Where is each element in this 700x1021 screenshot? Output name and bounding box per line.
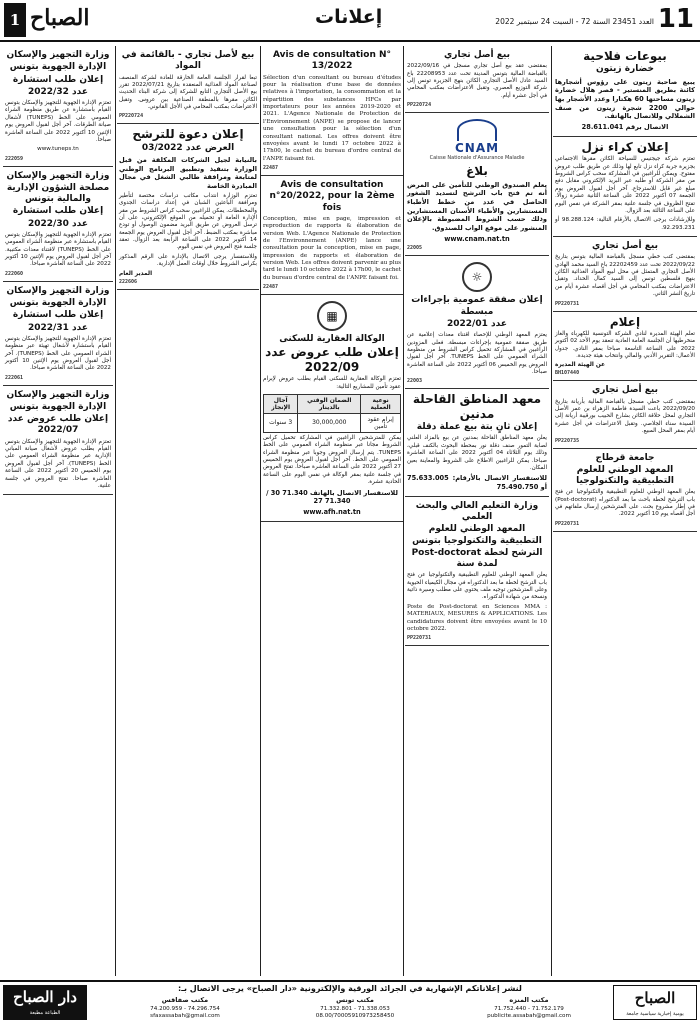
ad-number: عدد 2022/30 bbox=[28, 218, 88, 229]
ad-hotel-rental bbox=[553, 137, 697, 237]
office-sfax bbox=[110, 996, 260, 1021]
ad-body: يعلن معهد المناطق القاحلة بمدنين عن بيع بالمزاد العلني لصابة التمور صنف دقلة نور بمحطة البحوث بالكنف قبلي، وذلك يوم الثلاثاء 04 أكتوبر 2022 على الساعة العاشرة صباحا. يمكن للراغبين الاطلاع على الشروط والمعاينة بعين المكان. bbox=[407, 435, 547, 471]
dar-assabah-logo-text: دار الصباح bbox=[13, 988, 77, 1006]
ad-body: Conception, mise en page, impression et reproduction de rapports & élaboration de version Web. L'Agence Nationale de Protection de l'Environnement (ANPE) lance une consultation pour la conception, mise en page, impression de rapports et élaboration de version Web. Les offres doivent parvenir au plus tard le lundi 10 octobre 2022 à 17h00, le cachet du bureau d'ordre central de l'ANPE faisant foi. bbox=[263, 215, 401, 281]
ad-reference: BH107440 bbox=[555, 370, 580, 377]
ad-reference: PP220731 bbox=[555, 520, 580, 527]
ad-number: عدد 2022/31 bbox=[28, 322, 88, 333]
office-phones: 74.296.754 - 74.200.959 bbox=[150, 1005, 220, 1012]
table-header-cell: نوعية العملية bbox=[361, 394, 401, 413]
ad-title: وزارة التجهيز والإسكان bbox=[6, 50, 110, 60]
ad-intro: تعتزم الوكالة العقارية للسكنى القيام بطلب عروض لإبرام عقود تأمين للمشاريع التالية: bbox=[263, 376, 401, 390]
ad-body: تعتزم الإدارة الجهوية للتجهيز والإسكان بتونس القيام باستشارة لأشغال تهيئة عبر منظومة الشراء العمومي على الخط (TUNEPS). آخر أجل لقبول العروض يوم الإثنين 10 أكتوبر 2022 على الساعة العاشرة صباحا. bbox=[5, 335, 111, 372]
ad-body: بمقتضى عقد بيع أصل تجاري مسجل في 2022/09/16 بالقباضة المالية بتونس المدينة تحت عدد 22208953 باع السيد عادل الأصل التجاري الكائن بنهج الجزيرة تونس إلى شركة التوزيع العصري. وتقبل الاعتراضات بمكتب المحامي في أجل عشرة أيام. bbox=[407, 63, 547, 99]
column-rule bbox=[403, 46, 404, 976]
ad-subtitle: خضارة زيتون bbox=[596, 64, 654, 75]
ad-business-sale bbox=[553, 381, 697, 448]
table-row bbox=[264, 413, 401, 432]
ad-title: إعلان صفقة عمومية بإجراءات مبسطة bbox=[411, 295, 543, 317]
tender-table-header bbox=[264, 394, 401, 413]
ad-ministry-consultation bbox=[3, 167, 113, 282]
office-name: مكتب صفاقس bbox=[161, 996, 209, 1004]
ad-body: تعتزم الإدارة الجهوية للتجهيز والإسكان بتونس القيام باستشارة عبر منظومة الشراء العمومي على الخط (TUNEPS) لاقتناء معدات مكتبية. آخر أجل لقبول العروض يوم الإثنين 10 أكتوبر 2022 على الساعة العاشرة صباحا. bbox=[5, 231, 112, 268]
ad-title: بيع لأصل تجاري - بالقائمة في المواد bbox=[121, 50, 255, 72]
column-rule bbox=[115, 46, 116, 976]
ad-reference: 222061 bbox=[5, 374, 24, 381]
masthead-mark: 1 bbox=[4, 3, 26, 37]
assabah-logo-subtitle: يومية إخبارية سياسية جامعة bbox=[626, 1011, 684, 1017]
ad-body: يمكن للمترشحين الراغبين في المشاركة تحميل كراس الشروط مجانا عبر منظومة الشراء العمومي على الخط TUNEPS. يتم إرسال العروض وجوبا عبر منظومة الشراء العمومي على الخط. آخر أجل لقبول العروض يوم الخميس 27 أكتوبر 2022 على الساعة العاشرة صباحا. تفتح العروض في جلسة علنية بمقر الوكالة في نفس اليوم على الساعة الحادية عشرة. bbox=[263, 434, 402, 486]
ad-olive-harvest bbox=[553, 46, 697, 137]
ad-title: إعلان طلب عروض عدد 2022/09 bbox=[265, 345, 399, 374]
ad-link[interactable]: www.cnam.nat.tn bbox=[444, 234, 510, 243]
ad-reference: 22487 bbox=[263, 284, 279, 291]
column-3 bbox=[261, 46, 403, 976]
ad-body-french: Poste de Post-doctorat en Sciences MMA : MATERIAUX, MESURES & APPLICATIONS. Les candidatures doivent être envoyées avant le 10 octobre 2022. bbox=[407, 603, 547, 632]
ad-subtitle: إعلان طلب استشارة bbox=[12, 206, 104, 217]
ad-reference: 222060 bbox=[5, 270, 24, 277]
ad-body: بمقتضى كتب خطي مسجل بالقباضة المالية بأريانة بتاريخ 2022/09/20 باعت السيدة فاطمة الزهراء بن عمر الأصل التجاري لمحل حلاقة الكائن بشارع الحبيب بورقيبة أريانة إلى السيدة سناء الجلاصي. وتقبل الاعتراضات في أجل عشرة أيام بمقر المحل المبيع. bbox=[555, 398, 695, 435]
ad-title: إعلام bbox=[609, 314, 641, 329]
ad-subtitle: الإدارة الجهوية بتونس bbox=[9, 401, 107, 412]
masthead-name: الصباح bbox=[30, 5, 90, 31]
ad-business-sale bbox=[405, 46, 549, 113]
ad-title: إعلان دعوة للترشح bbox=[132, 127, 244, 142]
ad-title: وزارة التعليم العالي والبحث العلمي bbox=[415, 500, 539, 522]
ad-lead: بالنيابة لجيل الشركات المكلفة من قبل الوزارة بتنفيذ وتطبيق البرنامج الوطني لمتابعة ومرافقة طالبي الشغل في مجال المبادرة الخاصة bbox=[119, 156, 257, 191]
ad-body: تعتزم الإدارة الجهوية للتجهيز والإسكان بتونس القيام باستشارة عن طريق منظومة الشراء العمومي على الخط (TUNEPS) لأشغال صيانة الطرقات. آخر أجل لقبول العروض يوم الإثنين 10 أكتوبر 2022 على الساعة العاشرة صباحا. bbox=[5, 100, 111, 143]
ad-anpe-consultation bbox=[261, 46, 403, 176]
footer-banner: لنشر إعلاناتكم الإشهارية في الجرائد الورقية والإلكترونية «دار الصباح» يرجى الاتصال بـ: bbox=[178, 984, 522, 993]
column-2 bbox=[405, 46, 549, 976]
ad-subtitle: الإدارة الجهوية بتونس bbox=[9, 62, 107, 73]
ad-anpe-consultation bbox=[261, 176, 403, 295]
ad-reference: PP220731 bbox=[407, 635, 432, 642]
cnam-logo bbox=[407, 116, 547, 164]
ad-reference: PP220724 bbox=[119, 113, 144, 120]
assabah-logo-text: الصباح bbox=[634, 989, 676, 1007]
ad-auction bbox=[405, 389, 549, 496]
ad-body: تبعا لقرار الجلسة العامة الخارقة للعادة لشركة المنصف لصناعة المواد الغذائية المنعقدة بتاريخ 2022/07/21 تقرر بيع الأصل التجاري التابع للشركة إلى شركة البناء الحديث الكائن مقرها بالمنطقة الصناعية ببن عروس. وتقبل الاعتراضات بمكتب المحامي في الأجل القانوني. bbox=[119, 74, 258, 110]
ad-body: Sélection d'un consultant ou bureau d'études pour la réalisation d'une base de données relatives à l'importation, la consommation et la répartition des substances HFCs par importateurs pour les années 2019-2020 et 2021. L'Agence Nationale de Protection de l'Environnement (ANPE) se propose de lancer une consultation pour la sélection d'un consultant national. Les offres doivent être envoyées avant le lundi 17 octobre 2022 à 17h00, le cachet du bureau d'ordre central de l'ANPE faisant foi. bbox=[263, 74, 401, 162]
ad-title: بيوعات فلاحية bbox=[583, 49, 667, 63]
ad-subtitle: المعهد الوطني للعلوم التطبيقية والتكنولوجيا بتونس bbox=[412, 524, 542, 546]
section-title: إعلانات bbox=[315, 6, 383, 28]
ad-body: يعلن المعهد الوطني للعلوم التطبيقية والتكنولوجيا عن فتح باب الترشح لخطة ما بعد الدكتوراه في مجال الكيمياء الحيوية وعلى المترشحين توجيه ملف يحتوي على مطلب وسيرة ذاتية ونسخة من شهادة الدكتوراه. bbox=[407, 572, 547, 601]
ad-title: بلاغ bbox=[466, 164, 488, 179]
ad-body: بمقتضى كتب خطي مسجل بالقباضة المالية بتونس بتاريخ 2022/09/22 تحت عدد 22202459 باع السيد محمد الهادي الأصل التجاري المتمثل في محل لبيع المواد الغذائية الكائن بنهج فلسطين تونس إلى السيد كمال الحداد. وتقبل الاعتراضات بمكتب المحامي في أجل أقصاه عشرة أيام من تاريخ النشر الثاني. bbox=[555, 254, 695, 298]
office-name: مكتب تونس bbox=[336, 996, 374, 1004]
ad-body: يعلم الصندوق الوطني للتأمين على المرض أنه تم فتح باب الترشح لتسديد الشغور الحاصل في عدد من خطط الأطباء المستشارين والأطباء الأسنان المستشارين وذلك حسب الشروط المضبوطة بالإعلان المنشور على موقع الواب للصندوق. bbox=[407, 180, 547, 233]
ad-reference: PP220735 bbox=[555, 437, 580, 444]
institute-emblem-icon: ☼ bbox=[462, 262, 492, 292]
ad-afh-tender bbox=[261, 295, 403, 522]
issue-line: العدد 23451 السنة 72 - السبت 24 سبتمبر 2022 bbox=[495, 17, 654, 26]
ad-public-tender bbox=[405, 256, 549, 389]
ad-reference: 222606 bbox=[119, 278, 138, 285]
ad-university bbox=[553, 449, 697, 532]
ad-body: تعتزم الإدارة الجهوية للتجهيز والإسكان بتونس القيام بطلب عروض لأشغال صيانة المباني الإدارية عبر منظومة الشراء العمومي على الخط (TUNEPS). آخر أجل لقبول العروض يوم الخميس 20 أكتوبر 2022 على الساعة العاشرة صباحا. تفتح العروض في جلسة علنية. bbox=[5, 438, 112, 489]
ad-reference: 22003 bbox=[407, 378, 423, 385]
ad-ministry-consultation bbox=[3, 46, 113, 167]
ad-title: بيع أصل تجاري bbox=[444, 50, 510, 60]
tender-table bbox=[263, 394, 401, 433]
ad-reference: 22487 bbox=[263, 165, 279, 171]
office-tunis bbox=[280, 996, 430, 1021]
ad-body: يعلن المعهد الوطني للعلوم التطبيقية والتكنولوجيا عن فتح باب الترشح لخطة باحث ما بعد الدكتوراه (Post-doctorat) في إطار مشروع بحث. على المترشحين إرسال ملفاتهم في أجل أقصاه يوم 10 أكتوبر 2022. bbox=[555, 489, 695, 518]
ad-signature: عن الهيئة المديرة bbox=[555, 362, 606, 369]
ad-reference: 22005 bbox=[407, 245, 423, 252]
office-menzah bbox=[454, 996, 604, 1021]
ad-ministry-tender bbox=[3, 386, 113, 496]
ad-contact: للاستفسار الاتصال بالأرقام: 75.633.005 أو 75.490.750 bbox=[407, 474, 547, 492]
ad-title: بيع أصل تجاري bbox=[592, 385, 658, 396]
ad-subtitle: عدد 2022/01 bbox=[447, 318, 507, 329]
ad-subtitle: الإدارة الجهوية بتونس bbox=[9, 298, 107, 308]
office-name: مكتب المنزه bbox=[509, 996, 549, 1004]
ad-phone: الاتصال برقم 28.611.041 bbox=[581, 123, 669, 132]
ad-ministry-consultation bbox=[3, 282, 113, 386]
column-4 bbox=[117, 46, 259, 976]
ad-body: تعتزم شركة جيجتيس للسياحة الكائن مقرها الاجتماعي بجزيرة جربة كراء نزل تابع لها وذلك عن طريق طلب عروض مفتوح. ويمكن للراغبين في المشاركة سحب كراس الشروط من مقر الشركة أو طلبه عبر البريد الإلكتروني مقابل دفع مبلغ غير قابل للاسترجاع. آخر أجل لقبول العروض يوم الجمعة 07 أكتوبر 2022 على الساعة الثانية عشرة زوالا. تفتح الظروف في جلسة علنية بمقر الشركة في نفس اليوم على الساعة الثالثة بعد الزوال. bbox=[555, 156, 695, 214]
ad-subtitle: مصلحة الشؤون الإدارية والمالية بتونس bbox=[6, 182, 110, 205]
table-cell: إبرام عقود تأمين bbox=[361, 413, 401, 432]
ad-title: بيع أصل تجاري bbox=[592, 241, 658, 251]
table-cell: 3 سنوات bbox=[264, 413, 298, 432]
cnam-logo-text: CNAM bbox=[454, 141, 500, 156]
table-cell: 30,000,000 bbox=[298, 413, 361, 432]
ad-title: معهد المناطق القاحلة مدنين bbox=[412, 392, 542, 421]
afh-logo-icon: ▦ bbox=[317, 301, 347, 331]
ad-number: عدد 2022/32 bbox=[28, 86, 88, 97]
ad-body: وللاستفسار يرجى الاتصال بالإدارة على الرقم المذكور بكراس الشروط خلال أوقات العمل الإدارية. bbox=[119, 253, 257, 268]
ad-reference: 222059 bbox=[5, 155, 24, 162]
column-1 bbox=[553, 46, 697, 976]
ad-org: الوكالة العقارية للسكنى bbox=[279, 334, 385, 345]
ad-title: وزارة التجهيز والإسكان bbox=[6, 389, 110, 400]
ad-title: وزارة التجهيز والإسكان bbox=[6, 170, 110, 181]
column-5 bbox=[3, 46, 113, 976]
ad-subtitle: الترشح لخطة Post-doctorat لمدة سنة bbox=[411, 547, 543, 569]
page-header bbox=[0, 0, 700, 42]
ad-link[interactable]: www.afh.nat.tn bbox=[303, 507, 361, 516]
ad-title: جامعة قرطاج bbox=[595, 452, 655, 463]
page-number: 11 bbox=[657, 4, 694, 34]
ad-title: وزارة التجهيز والإسكان bbox=[6, 285, 110, 296]
ad-title: Avis de consultation N° 13/2022 bbox=[272, 50, 392, 72]
ad-call-for-applications bbox=[117, 124, 259, 289]
office-email[interactable]: sfaxassabah@gmail.com bbox=[150, 1013, 220, 1020]
ad-subtitle: العرض عدد 03/2022 bbox=[141, 142, 235, 153]
office-email[interactable]: publicite.assabah@gmail.com bbox=[487, 1013, 571, 1020]
page-footer bbox=[0, 980, 700, 1021]
masthead-logo bbox=[4, 3, 124, 37]
ad-cnam bbox=[405, 113, 549, 256]
ad-body: وللإرشادات يرجى الاتصال بالأرقام التالية: 98.288.124 أو 92.293.231. bbox=[555, 217, 695, 231]
ad-subtitle: إعلان ثانٍ بتة بيع عملة دقلة bbox=[416, 422, 538, 433]
ad-body: يعتزم المعهد الوطني للإحصاء اقتناء معدات إعلامية عن طريق صفقة عمومية بإجراءات مبسطة. فعلى المزودين الراغبين في المشاركة تحميل كراس الشروط من منظومة الشراء العمومي على الخط TUNEPS. آخر أجل لقبول العروض يوم الخميس 06 أكتوبر 2022 على الساعة العاشرة صباحا. bbox=[407, 332, 548, 376]
office-phones: 71.338.053 - 71.332.801 bbox=[320, 1005, 390, 1012]
ad-subtitle: إعلان طلب عروض عدد 2022/07 bbox=[7, 414, 109, 436]
office-phones: 71.752.179 - 71.752.440 bbox=[494, 1005, 564, 1012]
ad-business-sale bbox=[117, 46, 259, 124]
dar-assabah-logo-subtitle: الطباعة مطبعة bbox=[29, 1010, 61, 1016]
ad-body: تعلم الهيئة المديرة لنادي الشركة التونسية للكهرباء والغاز منخرطيها أن الجلسة العامة العادية تنعقد يوم الأحد 02 أكتوبر 2022 على الساعة التاسعة صباحا بمقر النادي. جدول الأعمال: التقرير الأدبي والمالي وانتخاب هيئة جديدة. bbox=[555, 330, 695, 360]
dar-assabah-logo bbox=[3, 985, 87, 1020]
ad-subtitle: إعلان طلب استشارة bbox=[12, 74, 104, 85]
ad-notice bbox=[553, 312, 697, 382]
table-header-cell: الضمان الوقتي بالدينار bbox=[298, 394, 361, 413]
column-rule bbox=[551, 46, 552, 976]
ad-signature: المدير العام bbox=[119, 270, 153, 277]
table-header-cell: آجال الإنجاز bbox=[264, 394, 298, 413]
ad-title: إعلان كراء نزل bbox=[581, 139, 669, 154]
cnam-logo-subtitle: Caisse Nationale d'Assurance Maladie bbox=[429, 155, 525, 162]
assabah-logo bbox=[613, 985, 697, 1020]
ad-postdoc bbox=[405, 497, 549, 647]
ad-body: يبيع صاحبة زيتون على رؤوس أشجارها كائنة بطريق المنستير - قصر هلال خضارة زيتون مساحتها 60 هكتارا وعدد الأشجار بها حوالي 2200 شجرة زيتون من صنف الشملالي وللاتصال بالهاتف. bbox=[555, 77, 695, 121]
ad-reference: PP220731 bbox=[555, 300, 580, 307]
ad-business-sale bbox=[553, 237, 697, 312]
office-email: 08.00/70005910973258450 bbox=[315, 1013, 395, 1020]
ad-subtitle: إعلان طلب استشارة bbox=[12, 310, 104, 321]
ad-reference: PP220724 bbox=[407, 102, 432, 109]
ad-title: Avis de consultation n°20/2022, pour la 2ème fois bbox=[269, 180, 395, 213]
ad-body: تعتزم الوزارة انتداب مكاتب دراسات مختصة لتأطير ومرافقة الباعثين الشبان في إعداد دراسات الجدوى والمخططات. يمكن للراغبين سحب كراس الشروط من مقر الإدارة العامة أو تحميله من الموقع الإلكتروني، على أن ترسل العروض عن طريق البريد مضمون الوصول أو تودع مباشرة بمكتب الضبط. آخر أجل لقبول العروض يوم الجمعة 14 أكتوبر 2022 على الساعة الرابعة بعد الزوال. تعقد جلسة فتح العروض في نفس اليوم. bbox=[119, 192, 257, 251]
ad-link[interactable]: www.tuneps.tn bbox=[37, 146, 79, 153]
cnam-emblem-icon bbox=[457, 119, 497, 141]
ad-contact: للاستفسار الاتصال بالهاتف 71.340 30 / 71.340 27 bbox=[266, 488, 398, 506]
ad-subtitle: المعهد الوطني للعلوم التطبيقية والتكنولوجيا bbox=[576, 464, 674, 487]
